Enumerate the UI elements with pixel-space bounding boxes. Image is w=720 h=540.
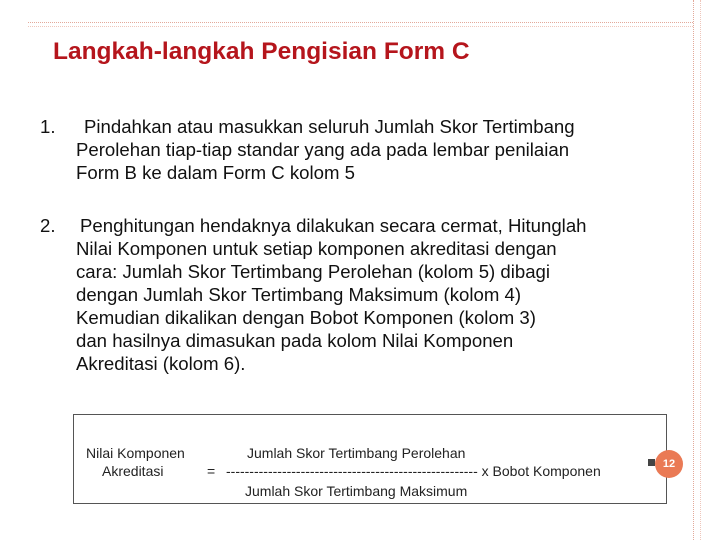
formula-numerator: Jumlah Skor Tertimbang Perolehan <box>247 445 466 461</box>
formula-label-line-1: Nilai Komponen <box>86 445 185 461</box>
formula-box <box>73 414 667 504</box>
formula-label-line-2: Akreditasi <box>102 463 164 479</box>
step-2-line-4: dengan Jumlah Skor Tertimbang Maksimum (kolom 4) <box>76 284 522 305</box>
step-2-line-2: Nilai Komponen untuk setiap komponen akreditasi dengan <box>76 238 557 259</box>
step-item-2 <box>40 214 690 404</box>
step-1-line-2: Perolehan tiap-tiap standar yang ada pada lembar penilaian <box>76 139 570 160</box>
page-number-badge: 12 <box>655 450 683 478</box>
step-text-2 <box>76 214 696 375</box>
frame-right-border-outer <box>700 0 701 540</box>
step-2-line-7: Akreditasi (kolom 6). <box>76 353 246 374</box>
formula-denominator: Jumlah Skor Tertimbang Maksimum <box>245 483 468 499</box>
step-2-line-3: cara: Jumlah Skor Tertimbang Perolehan (kolom 5) dibagi <box>76 261 551 282</box>
slide-title: Langkah-langkah Pengisian Form C <box>53 38 470 65</box>
formula-fraction-line: ------------------------------------------------------ x Bobot Komponen <box>226 463 601 479</box>
step-2-line-5: Kemudian dikalikan dengan Bobot Komponen (kolom 3) <box>76 307 536 328</box>
step-text-1 <box>76 115 696 184</box>
step-1-line-3: Form B ke dalam Form C kolom 5 <box>76 162 355 183</box>
step-2-line-6: dan hasilnya dimasukan pada kolom Nilai Komponen <box>76 330 514 351</box>
step-1-line-1: Pindahkan atau masukkan seluruh Jumlah Skor Tertimbang <box>84 116 575 137</box>
step-item-1 <box>40 115 690 195</box>
frame-top-border-inner <box>28 26 693 27</box>
step-number-1: 1. <box>40 116 56 137</box>
frame-top-border <box>28 22 693 23</box>
formula-equals: = <box>207 463 216 479</box>
bullet-square-icon <box>648 459 655 466</box>
step-number-2: 2. <box>40 215 56 236</box>
step-2-line-1: Penghitungan hendaknya dilakukan secara cermat, Hitunglah <box>80 215 587 236</box>
